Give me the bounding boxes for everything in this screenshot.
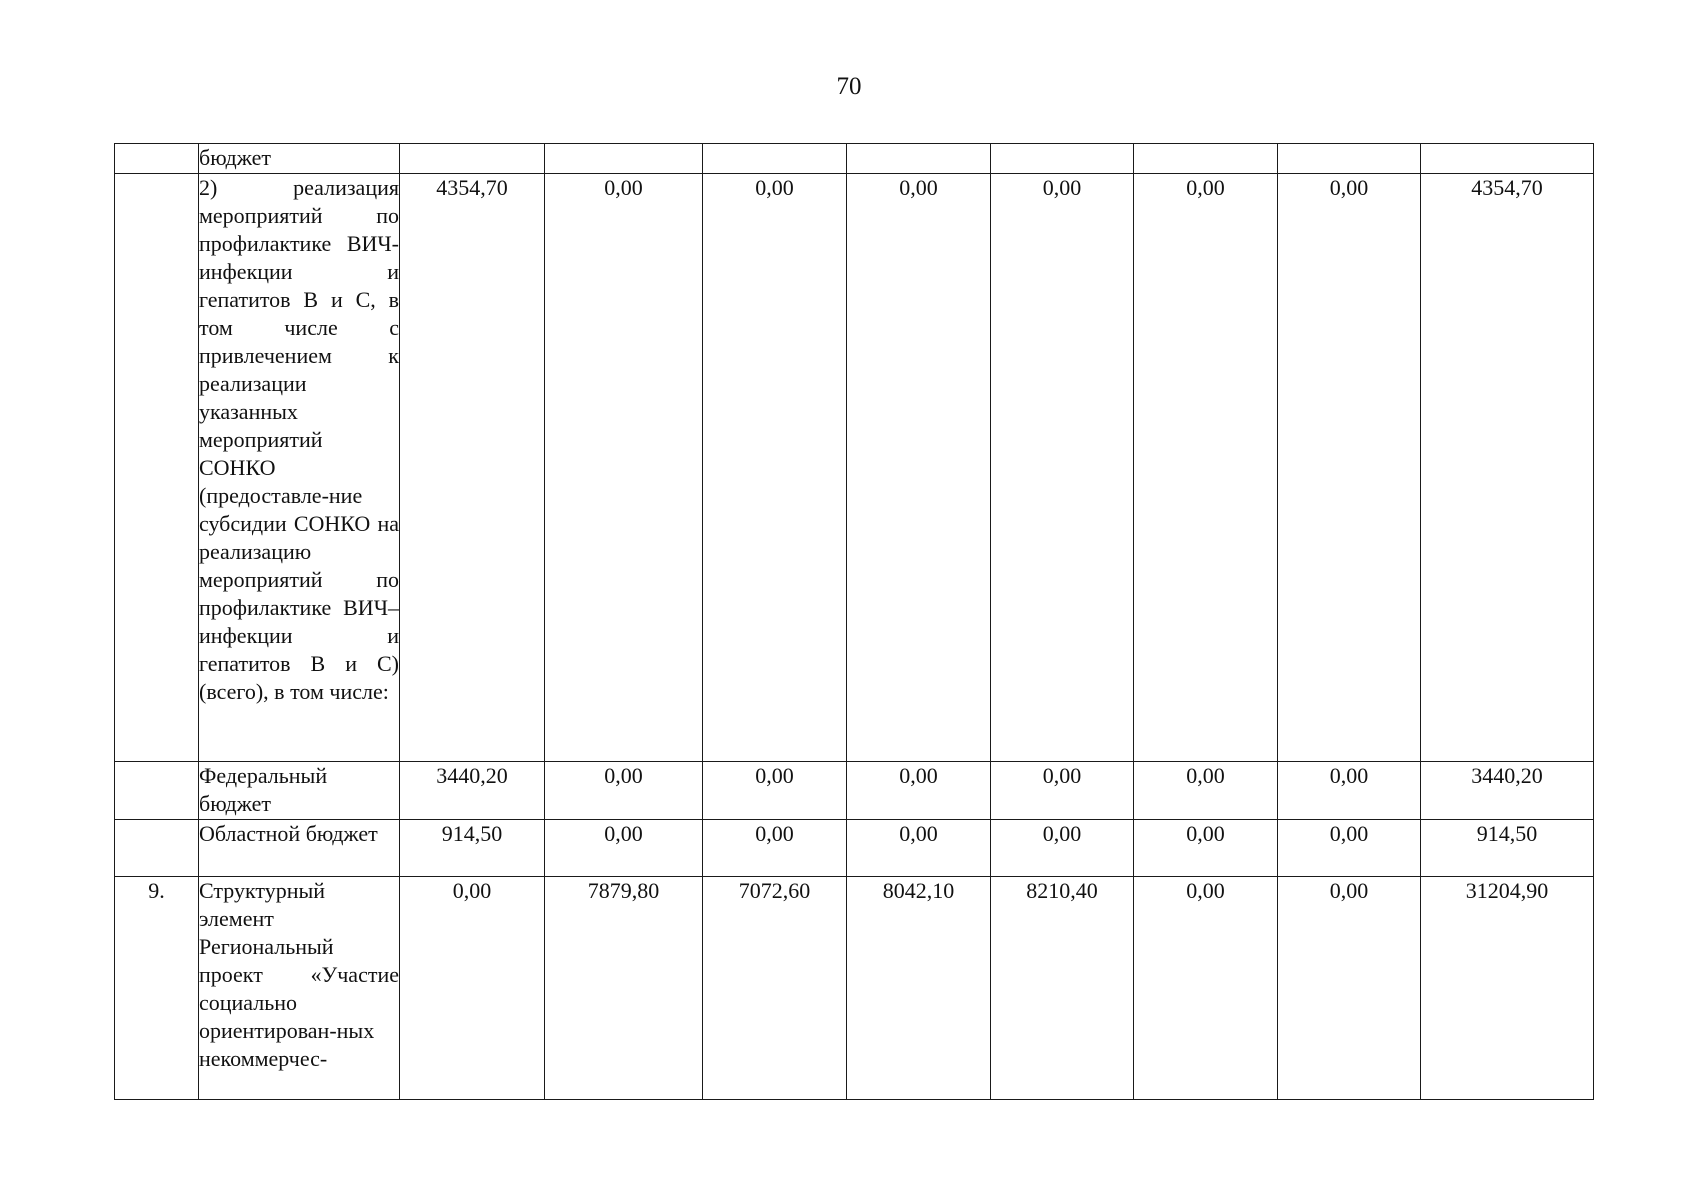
value-cell: 0,00 bbox=[1278, 877, 1421, 1100]
value-cell: 0,00 bbox=[1278, 174, 1421, 762]
value-cell: 0,00 bbox=[847, 762, 991, 820]
row-name-cell: Структурный элемент Региональный проект «Участие социально ориентирован-ных некоммерчес- bbox=[199, 877, 400, 1100]
value-cell: 0,00 bbox=[847, 174, 991, 762]
value-cell: 0,00 bbox=[1278, 762, 1421, 820]
value-cell bbox=[991, 144, 1134, 174]
table-row bbox=[115, 762, 1594, 820]
value-cell: 0,00 bbox=[703, 174, 847, 762]
value-cell bbox=[1421, 144, 1594, 174]
table-row bbox=[115, 820, 1594, 877]
value-cell: 8210,40 bbox=[991, 877, 1134, 1100]
row-number-cell bbox=[115, 174, 199, 762]
value-cell: 0,00 bbox=[545, 762, 703, 820]
row-number-cell bbox=[115, 820, 199, 877]
value-cell: 0,00 bbox=[991, 820, 1134, 877]
value-cell: 4354,70 bbox=[400, 174, 545, 762]
row-number-cell: 9. bbox=[115, 877, 199, 1100]
value-cell: 31204,90 bbox=[1421, 877, 1594, 1100]
value-cell: 0,00 bbox=[545, 820, 703, 877]
value-cell bbox=[545, 144, 703, 174]
row-name-cell: Федеральный бюджет bbox=[199, 762, 400, 820]
value-cell: 0,00 bbox=[703, 820, 847, 877]
value-cell: 3440,20 bbox=[400, 762, 545, 820]
budget-table bbox=[114, 143, 1594, 1100]
value-cell bbox=[1134, 144, 1278, 174]
value-cell: 0,00 bbox=[400, 877, 545, 1100]
value-cell: 0,00 bbox=[991, 174, 1134, 762]
table-row bbox=[115, 174, 1594, 762]
value-cell: 914,50 bbox=[1421, 820, 1594, 877]
row-name-cell: Областной бюджет bbox=[199, 820, 400, 877]
value-cell: 0,00 bbox=[1134, 174, 1278, 762]
value-cell: 0,00 bbox=[991, 762, 1134, 820]
value-cell: 0,00 bbox=[1134, 762, 1278, 820]
value-cell: 3440,20 bbox=[1421, 762, 1594, 820]
row-number-cell bbox=[115, 144, 199, 174]
value-cell: 0,00 bbox=[1278, 820, 1421, 877]
value-cell: 0,00 bbox=[703, 762, 847, 820]
value-cell: 4354,70 bbox=[1421, 174, 1594, 762]
value-cell: 914,50 bbox=[400, 820, 545, 877]
value-cell: 7879,80 bbox=[545, 877, 703, 1100]
value-cell bbox=[703, 144, 847, 174]
page-number: 70 bbox=[836, 73, 862, 100]
value-cell: 0,00 bbox=[1134, 877, 1278, 1100]
row-name-cell: бюджет bbox=[199, 144, 400, 174]
table-row bbox=[115, 877, 1594, 1100]
row-number-cell bbox=[115, 762, 199, 820]
value-cell: 7072,60 bbox=[703, 877, 847, 1100]
value-cell: 0,00 bbox=[1134, 820, 1278, 877]
row-name-cell: 2) реализация мероприятий по профилактике ВИЧ-инфекции и гепатитов В и С, в том числе с привлечением к реализации указанных мероприятий СОНКО (предоставле-ние субсидии СОНКО на реализацию мероприятий по профилактике ВИЧ–инфекции и гепатитов В и С) (всего), в том числе: bbox=[199, 174, 400, 762]
value-cell bbox=[847, 144, 991, 174]
value-cell bbox=[1278, 144, 1421, 174]
value-cell: 0,00 bbox=[545, 174, 703, 762]
value-cell: 0,00 bbox=[847, 820, 991, 877]
table-row bbox=[115, 144, 1594, 174]
value-cell bbox=[400, 144, 545, 174]
value-cell: 8042,10 bbox=[847, 877, 991, 1100]
